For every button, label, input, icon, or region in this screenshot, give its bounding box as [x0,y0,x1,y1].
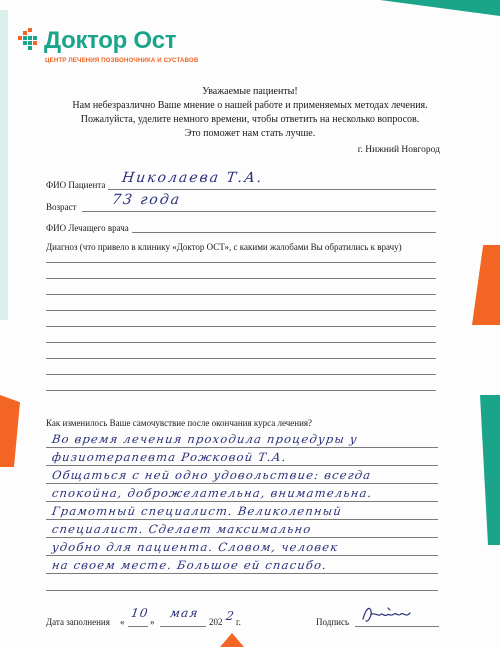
greeting-title: Уважаемые пациенты! [202,86,298,97]
feeling-answer-line: специалист. Сделает максимально [51,522,313,536]
feeling-answer-line: Во время лечения проходила процедуры у [51,432,359,446]
feeling-line[interactable] [46,465,438,466]
clinic-logo [18,28,176,54]
feeling-line[interactable] [46,590,438,591]
greeting-line-3: Это поможет нам стать лучше. [184,128,316,139]
greeting-line-1: Нам небезразлично Ваше мнение о нашей работе и применяемых методах лечения. [72,100,428,111]
date-month-line[interactable] [160,626,206,627]
feeling-line[interactable] [46,519,438,520]
feeling-answer-line: на своем месте. Большое ей спасибо. [51,558,329,572]
date-year-digit: 2 [225,609,236,623]
diagnosis-line[interactable] [46,390,436,391]
date-open-quote: « [120,617,125,627]
feeling-line[interactable] [46,501,438,502]
age-value: 73 года [110,192,183,208]
logo-subtitle: ЦЕНТР ЛЕЧЕНИЯ ПОЗВОНОЧНИКА И СУСТАВОВ [45,57,199,64]
signature-line[interactable] [355,626,439,627]
diagnosis-line[interactable] [46,262,436,263]
diagnosis-line[interactable] [46,374,436,375]
feeling-line[interactable] [46,573,438,574]
patient-name-line[interactable] [108,189,436,190]
diagnosis-line[interactable] [46,326,436,327]
left-edge-decoration [0,10,8,320]
doctor-name-line[interactable] [132,232,436,233]
feeling-answer-line: Общаться с ней одно удовольствие: всегда [51,468,373,482]
age-line[interactable] [82,211,436,212]
signature-label: Подпись [316,617,350,627]
date-label: Дата заполнения [46,617,110,627]
diagnosis-line[interactable] [46,278,436,279]
bottom-orange-decoration [220,633,244,647]
diagnosis-line[interactable] [46,310,436,311]
cross-logo-icon [18,28,40,54]
feeling-line[interactable] [46,447,438,448]
date-day-line[interactable] [128,626,148,627]
patient-name-label: ФИО Пациента [46,180,106,190]
diagnosis-line[interactable] [46,342,436,343]
feeling-answer-line: удобно для пациента. Словом, человек [51,540,340,554]
date-month-value: мая [169,606,200,620]
feeling-answer-line: Грамотный специалист. Великолепный [51,504,343,518]
date-day-value: 10 [130,606,150,620]
feeling-answer-line: спокойна, доброжелательна, внимательна. [51,486,374,500]
left-orange-decoration [0,395,20,467]
city-label: г. Нижний Новгород [357,145,440,155]
feeling-line[interactable] [46,537,438,538]
feeling-line[interactable] [46,483,438,484]
date-year-suffix: г. [236,617,241,627]
top-right-decoration [380,0,500,16]
feeling-question-label: Как изменилось Ваше самочувствие после окончания курса лечения? [46,418,313,428]
feeling-line[interactable] [46,555,438,556]
age-label: Возраст [46,202,77,212]
right-orange-decoration [472,245,500,325]
feeling-answer-line: физиотерапевта Рожковой Т.А. [51,450,288,464]
date-year-prefix: 202 [209,617,223,627]
greeting-line-2: Пожалуйста, уделите немного времени, чтобы ответить на несколько вопросов. [80,114,420,125]
diagnosis-line[interactable] [46,358,436,359]
date-close-quote: » [150,617,155,627]
diagnosis-line[interactable] [46,294,436,295]
patient-name-value: Николаева Т.А. [120,170,265,186]
logo-name: Доктор Ост [44,27,177,54]
handwritten-signature [360,604,416,626]
diagnosis-label: Диагноз (что привело в клинику «Доктор ОСТ», с какими жалобами Вы обратились к врачу) [46,242,402,252]
right-teal-decoration [480,395,500,545]
doctor-name-label: ФИО Лечащего врача [46,223,129,233]
